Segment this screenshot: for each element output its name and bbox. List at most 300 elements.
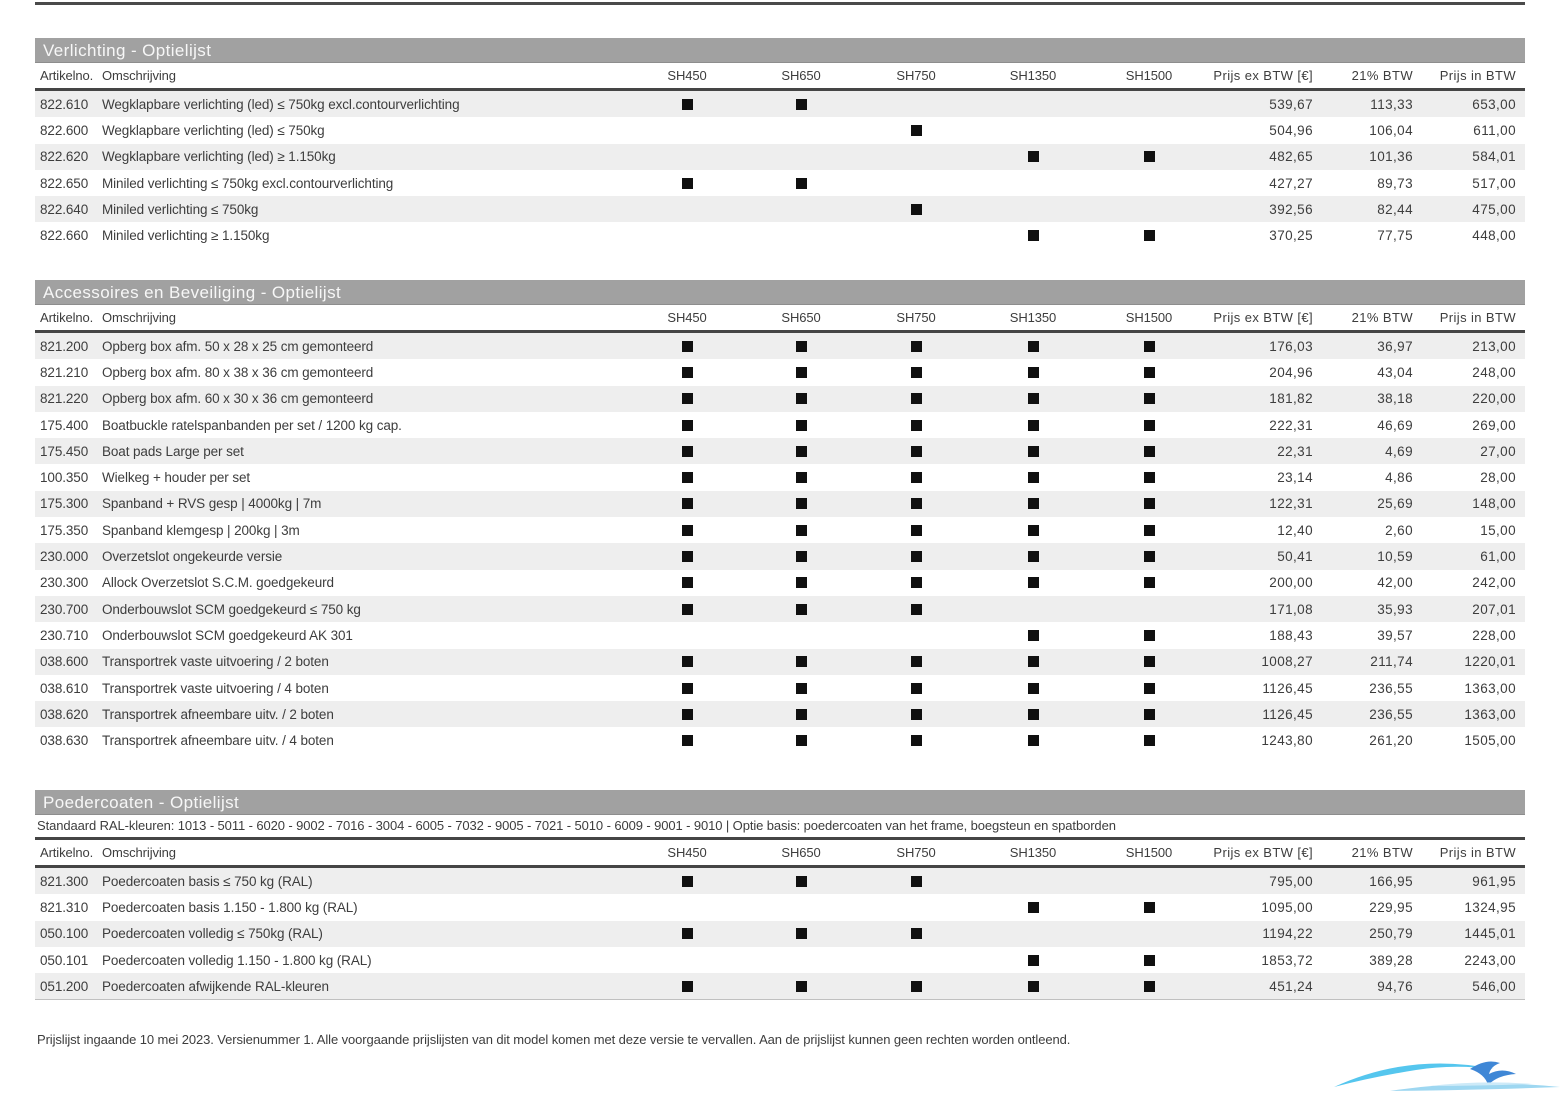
column-header-sh650: SH650 (781, 68, 821, 83)
table-title: Poedercoaten - Optielijst (43, 793, 240, 812)
included-square-icon (1028, 981, 1039, 992)
included-square-icon (682, 604, 693, 615)
btw-21-cell: 43,04 (1377, 364, 1413, 380)
section-accessoires-beveiliging (35, 280, 1525, 754)
wave-logo (1332, 1042, 1560, 1101)
included-square-icon (682, 577, 693, 588)
prijs-ex-btw-cell: 122,31 (1269, 496, 1313, 512)
included-square-icon (1028, 472, 1039, 483)
model-cell-sh1350 (974, 472, 1092, 483)
prijs-ex-btw-cell: 222,31 (1269, 417, 1313, 433)
prijs-in-btw-cell: 517,00 (1472, 175, 1516, 191)
btw-21-cell: 10,59 (1377, 549, 1413, 565)
prijs-in-btw-cell: 15,00 (1480, 522, 1516, 538)
model-cell-sh1500 (1092, 498, 1206, 509)
model-cell-sh1350 (974, 551, 1092, 562)
btw-21-cell: 38,18 (1377, 391, 1413, 407)
included-square-icon (682, 472, 693, 483)
included-square-icon (682, 709, 693, 720)
artikelno-cell: 175.350 (40, 522, 89, 538)
table-row (35, 622, 1525, 648)
prijs-ex-btw-cell: 795,00 (1269, 873, 1313, 889)
included-square-icon (1144, 683, 1155, 694)
model-cell-sh1500 (1092, 577, 1206, 588)
model-cell-sh1350 (974, 367, 1092, 378)
model-cell-sh750 (858, 525, 974, 536)
included-square-icon (796, 928, 807, 939)
table-row (35, 196, 1525, 222)
artikelno-cell: 175.300 (40, 496, 89, 512)
prijs-in-btw-cell: 611,00 (1473, 122, 1516, 138)
prijs-ex-btw-cell: 482,65 (1269, 149, 1313, 165)
table-header-row (35, 63, 1525, 91)
model-cell-sh450 (630, 99, 744, 110)
prijs-ex-btw-cell: 1126,45 (1262, 680, 1313, 696)
model-cell-sh650 (744, 525, 858, 536)
model-cell-sh650 (744, 420, 858, 431)
model-cell-sh450 (630, 498, 744, 509)
included-square-icon (1144, 577, 1155, 588)
table-title-bar (35, 790, 1525, 815)
omschrijving-cell: Opberg box afm. 50 x 28 x 25 cm gemonteerd (102, 338, 374, 354)
prijs-ex-btw-cell: 200,00 (1269, 575, 1313, 591)
model-cell-sh1350 (974, 341, 1092, 352)
artikelno-cell: 821.220 (40, 391, 89, 407)
included-square-icon (911, 446, 922, 457)
table-row (35, 701, 1525, 727)
included-square-icon (1028, 735, 1039, 746)
artikelno-cell: 038.600 (40, 654, 89, 670)
btw-21-cell: 77,75 (1377, 228, 1413, 244)
omschrijving-cell: Poedercoaten afwijkende RAL-kleuren (102, 978, 329, 994)
artikelno-cell: 822.620 (40, 149, 89, 165)
included-square-icon (682, 928, 693, 939)
model-cell-sh1500 (1092, 472, 1206, 483)
omschrijving-cell: Transportrek vaste uitvoering / 2 boten (102, 654, 329, 670)
prijs-in-btw-cell: 475,00 (1472, 201, 1516, 217)
ral-colors-note: Standaard RAL-kleuren: 1013 - 5011 - 6020 - 9002 - 7016 - 3004 - 6005 - 7032 - 9005 - 7021 - 5010 - 6009 - 9001 - 9010 | Optie basis: poedercoaten van het frame, boegsteun en spatborden (35, 815, 1525, 840)
model-cell-sh1500 (1092, 551, 1206, 562)
included-square-icon (1144, 420, 1155, 431)
artikelno-cell: 822.660 (40, 228, 89, 244)
included-square-icon (911, 577, 922, 588)
omschrijving-cell: Poedercoaten volledig ≤ 750kg (RAL) (102, 926, 323, 942)
included-square-icon (796, 420, 807, 431)
model-cell-sh1350 (974, 902, 1092, 913)
prijs-in-btw-cell: 653,00 (1472, 96, 1516, 112)
omschrijving-cell: Poedercoaten basis ≤ 750 kg (RAL) (102, 873, 313, 889)
included-square-icon (911, 981, 922, 992)
table-title-bar (35, 38, 1525, 63)
included-square-icon (1028, 551, 1039, 562)
model-cell-sh450 (630, 577, 744, 588)
included-square-icon (911, 498, 922, 509)
btw-21-cell: 39,57 (1377, 627, 1413, 643)
model-cell-sh750 (858, 709, 974, 720)
prijs-in-btw-cell: 27,00 (1480, 443, 1516, 459)
prijs-in-btw-cell: 1220,01 (1464, 654, 1516, 670)
table-header-row (35, 840, 1525, 868)
prijs-ex-btw-cell: 1095,00 (1261, 899, 1313, 915)
included-square-icon (911, 656, 922, 667)
included-square-icon (682, 525, 693, 536)
model-cell-sh450 (630, 420, 744, 431)
included-square-icon (682, 683, 693, 694)
column-header-sh450: SH450 (667, 68, 707, 83)
model-cell-sh450 (630, 393, 744, 404)
included-square-icon (911, 525, 922, 536)
table-row (35, 649, 1525, 675)
column-header-omschrijving: Omschrijving (102, 68, 176, 83)
model-cell-sh750 (858, 125, 974, 136)
prijs-ex-btw-cell: 427,27 (1269, 175, 1313, 191)
included-square-icon (911, 125, 922, 136)
prijs-ex-btw-cell: 1194,22 (1262, 926, 1313, 942)
prijs-in-btw-cell: 269,00 (1472, 417, 1516, 433)
btw-21-cell: 166,95 (1369, 873, 1413, 889)
artikelno-cell: 038.610 (40, 680, 89, 696)
column-header-sh650: SH650 (781, 845, 821, 860)
table-row (35, 222, 1525, 248)
omschrijving-cell: Miniled verlichting ≥ 1.150kg (102, 228, 270, 244)
btw-21-cell: 113,33 (1370, 96, 1413, 112)
included-square-icon (1028, 230, 1039, 241)
prijs-in-btw-cell: 148,00 (1472, 496, 1516, 512)
btw-21-cell: 4,69 (1385, 443, 1413, 459)
included-square-icon (796, 393, 807, 404)
included-square-icon (1144, 902, 1155, 913)
column-header-artikelno: Artikelno. (40, 845, 94, 860)
prijs-in-btw-cell: 1324,95 (1464, 899, 1516, 915)
column-header-sh1500: SH1500 (1125, 310, 1173, 325)
table-row (35, 947, 1525, 973)
column-header-21-btw: 21% BTW (1351, 845, 1413, 860)
column-header-prijs-in-btw: Prijs in BTW (1439, 310, 1516, 325)
model-cell-sh1500 (1092, 955, 1206, 966)
included-square-icon (1144, 498, 1155, 509)
column-header-sh750: SH750 (896, 845, 936, 860)
prijs-ex-btw-cell: 204,96 (1269, 364, 1313, 380)
included-square-icon (911, 551, 922, 562)
model-cell-sh650 (744, 604, 858, 615)
model-cell-sh1350 (974, 393, 1092, 404)
table-row (35, 517, 1525, 543)
btw-21-cell: 2,60 (1385, 522, 1413, 538)
model-cell-sh750 (858, 928, 974, 939)
model-cell-sh650 (744, 876, 858, 887)
prijs-in-btw-cell: 584,01 (1472, 149, 1516, 165)
model-cell-sh1350 (974, 420, 1092, 431)
table-row (35, 144, 1525, 170)
model-cell-sh450 (630, 341, 744, 352)
included-square-icon (1028, 955, 1039, 966)
table-row (35, 973, 1525, 999)
omschrijving-cell: Spanband + RVS gesp | 4000kg | 7m (102, 496, 322, 512)
included-square-icon (682, 420, 693, 431)
column-header-sh1350: SH1350 (1009, 68, 1057, 83)
included-square-icon (1144, 341, 1155, 352)
model-cell-sh1500 (1092, 656, 1206, 667)
btw-21-cell: 42,00 (1377, 575, 1413, 591)
column-header-prijs-in-btw: Prijs in BTW (1439, 68, 1516, 83)
footer-note: Prijslijst ingaande 10 mei 2023. Versienummer 1. Alle voorgaande prijslijsten van dit model komen met deze versie te vervallen. Aan de prijslijst kunnen geen rechten worden ontleend. (37, 1032, 1071, 1047)
included-square-icon (1028, 341, 1039, 352)
model-cell-sh450 (630, 604, 744, 615)
included-square-icon (911, 367, 922, 378)
artikelno-cell: 230.710 (40, 627, 89, 643)
omschrijving-cell: Spanband klemgesp | 200kg | 3m (102, 522, 300, 538)
included-square-icon (682, 551, 693, 562)
model-cell-sh650 (744, 99, 858, 110)
included-square-icon (1144, 630, 1155, 641)
column-header-21-btw: 21% BTW (1351, 68, 1413, 83)
artikelno-cell: 822.610 (40, 96, 89, 112)
prijs-ex-btw-cell: 1243,80 (1261, 733, 1313, 749)
table-row (35, 868, 1525, 894)
omschrijving-cell: Allock Overzetslot S.C.M. goedgekeurd (102, 575, 334, 591)
column-header-sh750: SH750 (896, 310, 936, 325)
btw-21-cell: 35,93 (1377, 601, 1413, 617)
model-cell-sh1500 (1092, 367, 1206, 378)
model-cell-sh1350 (974, 955, 1092, 966)
included-square-icon (1144, 981, 1155, 992)
model-cell-sh1500 (1092, 420, 1206, 431)
column-header-artikelno: Artikelno. (40, 68, 94, 83)
omschrijving-cell: Poedercoaten basis 1.150 - 1.800 kg (RAL) (102, 899, 358, 915)
model-cell-sh750 (858, 446, 974, 457)
model-cell-sh650 (744, 577, 858, 588)
table-row (35, 570, 1525, 596)
table-row (35, 464, 1525, 490)
model-cell-sh1500 (1092, 230, 1206, 241)
included-square-icon (1144, 393, 1155, 404)
included-square-icon (796, 551, 807, 562)
btw-21-cell: 229,95 (1369, 899, 1413, 915)
included-square-icon (1144, 551, 1155, 562)
table-row (35, 675, 1525, 701)
model-cell-sh1500 (1092, 683, 1206, 694)
model-cell-sh750 (858, 604, 974, 615)
model-cell-sh650 (744, 735, 858, 746)
prijs-ex-btw-cell: 22,31 (1277, 443, 1313, 459)
model-cell-sh650 (744, 551, 858, 562)
artikelno-cell: 230.300 (40, 575, 89, 591)
included-square-icon (911, 393, 922, 404)
btw-21-cell: 211,74 (1370, 654, 1413, 670)
table-row (35, 727, 1525, 753)
table-row (35, 438, 1525, 464)
included-square-icon (1028, 577, 1039, 588)
model-cell-sh750 (858, 551, 974, 562)
included-square-icon (1028, 525, 1039, 536)
model-cell-sh750 (858, 656, 974, 667)
table-rows (35, 868, 1525, 1000)
model-cell-sh750 (858, 981, 974, 992)
omschrijving-cell: Wegklapbare verlichting (led) ≤ 750kg (102, 122, 325, 138)
omschrijving-cell: Miniled verlichting ≤ 750kg (102, 201, 259, 217)
column-header-sh1350: SH1350 (1009, 310, 1057, 325)
model-cell-sh450 (630, 928, 744, 939)
model-cell-sh1350 (974, 656, 1092, 667)
included-square-icon (1028, 630, 1039, 641)
prijs-in-btw-cell: 242,00 (1472, 575, 1516, 591)
omschrijving-cell: Transportrek afneembare uitv. / 2 boten (102, 706, 334, 722)
section-verlichting (35, 38, 1525, 249)
included-square-icon (1144, 709, 1155, 720)
prijs-in-btw-cell: 1505,00 (1464, 733, 1516, 749)
btw-21-cell: 89,73 (1377, 175, 1413, 191)
included-square-icon (682, 178, 693, 189)
artikelno-cell: 230.000 (40, 549, 89, 565)
prijs-ex-btw-cell: 181,82 (1269, 391, 1313, 407)
model-cell-sh750 (858, 876, 974, 887)
model-cell-sh1350 (974, 151, 1092, 162)
model-cell-sh750 (858, 420, 974, 431)
included-square-icon (1144, 656, 1155, 667)
included-square-icon (796, 367, 807, 378)
prijs-ex-btw-cell: 1008,27 (1261, 654, 1313, 670)
model-cell-sh650 (744, 683, 858, 694)
prijs-in-btw-cell: 248,00 (1472, 364, 1516, 380)
artikelno-cell: 175.400 (40, 417, 89, 433)
included-square-icon (911, 341, 922, 352)
model-cell-sh750 (858, 735, 974, 746)
model-cell-sh650 (744, 446, 858, 457)
included-square-icon (796, 178, 807, 189)
table-row (35, 170, 1525, 196)
artikelno-cell: 100.350 (40, 470, 89, 486)
table-rows (35, 333, 1525, 754)
model-cell-sh1500 (1092, 525, 1206, 536)
included-square-icon (911, 204, 922, 215)
model-cell-sh1500 (1092, 341, 1206, 352)
omschrijving-cell: Overzetslot ongekeurde versie (102, 549, 283, 565)
included-square-icon (796, 577, 807, 588)
included-square-icon (911, 876, 922, 887)
omschrijving-cell: Wielkeg + houder per set (102, 470, 251, 486)
included-square-icon (1028, 420, 1039, 431)
model-cell-sh650 (744, 341, 858, 352)
model-cell-sh1350 (974, 498, 1092, 509)
prijs-in-btw-cell: 28,00 (1480, 470, 1516, 486)
included-square-icon (796, 876, 807, 887)
model-cell-sh650 (744, 928, 858, 939)
model-cell-sh1500 (1092, 981, 1206, 992)
included-square-icon (911, 604, 922, 615)
table-row (35, 596, 1525, 622)
column-header-sh450: SH450 (667, 845, 707, 860)
column-header-artikelno: Artikelno. (40, 310, 94, 325)
model-cell-sh450 (630, 656, 744, 667)
included-square-icon (1144, 230, 1155, 241)
artikelno-cell: 038.630 (40, 733, 89, 749)
column-header-21-btw: 21% BTW (1351, 310, 1413, 325)
artikelno-cell: 821.310 (40, 899, 89, 915)
btw-21-cell: 389,28 (1369, 952, 1413, 968)
model-cell-sh1500 (1092, 630, 1206, 641)
included-square-icon (796, 446, 807, 457)
btw-21-cell: 82,44 (1377, 201, 1413, 217)
model-cell-sh450 (630, 446, 744, 457)
included-square-icon (796, 683, 807, 694)
omschrijving-cell: Opberg box afm. 80 x 38 x 36 cm gemonteerd (102, 364, 374, 380)
prijs-ex-btw-cell: 370,25 (1269, 228, 1313, 244)
model-cell-sh1500 (1092, 735, 1206, 746)
included-square-icon (682, 367, 693, 378)
included-square-icon (1144, 446, 1155, 457)
included-square-icon (1028, 367, 1039, 378)
included-square-icon (682, 99, 693, 110)
omschrijving-cell: Miniled verlichting ≤ 750kg excl.contourverlichting (102, 175, 394, 191)
model-cell-sh450 (630, 472, 744, 483)
model-cell-sh1350 (974, 525, 1092, 536)
column-header-sh1350: SH1350 (1009, 845, 1057, 860)
included-square-icon (1028, 709, 1039, 720)
included-square-icon (682, 876, 693, 887)
column-header-omschrijving: Omschrijving (102, 845, 176, 860)
btw-21-cell: 236,55 (1369, 680, 1413, 696)
model-cell-sh750 (858, 498, 974, 509)
prijs-ex-btw-cell: 1126,45 (1262, 706, 1313, 722)
prijs-ex-btw-cell: 50,41 (1277, 549, 1313, 565)
included-square-icon (911, 709, 922, 720)
prijs-ex-btw-cell: 12,40 (1277, 522, 1313, 538)
column-header-sh650: SH650 (781, 310, 821, 325)
table-row (35, 921, 1525, 947)
prijs-ex-btw-cell: 1853,72 (1261, 952, 1313, 968)
column-header-sh1500: SH1500 (1125, 68, 1173, 83)
included-square-icon (1144, 525, 1155, 536)
column-header-prijs-ex-btw: Prijs ex BTW [€] (1213, 68, 1313, 83)
included-square-icon (911, 735, 922, 746)
prijs-in-btw-cell: 1363,00 (1464, 706, 1516, 722)
btw-21-cell: 46,69 (1377, 417, 1413, 433)
table-row (35, 117, 1525, 143)
table-row (35, 543, 1525, 569)
prijs-ex-btw-cell: 504,96 (1269, 122, 1313, 138)
btw-21-cell: 4,86 (1385, 470, 1413, 486)
btw-21-cell: 250,79 (1369, 926, 1413, 942)
model-cell-sh650 (744, 178, 858, 189)
top-rule (35, 2, 1525, 5)
included-square-icon (796, 981, 807, 992)
artikelno-cell: 821.200 (40, 338, 89, 354)
table-row (35, 386, 1525, 412)
omschrijving-cell: Onderbouwslot SCM goedgekeurd ≤ 750 kg (102, 601, 361, 617)
model-cell-sh650 (744, 981, 858, 992)
artikelno-cell: 050.100 (40, 926, 89, 942)
included-square-icon (911, 683, 922, 694)
included-square-icon (682, 393, 693, 404)
included-square-icon (1144, 151, 1155, 162)
included-square-icon (1028, 446, 1039, 457)
included-square-icon (682, 341, 693, 352)
included-square-icon (682, 981, 693, 992)
omschrijving-cell: Onderbouwslot SCM goedgekeurd AK 301 (102, 627, 353, 643)
prijs-in-btw-cell: 207,01 (1472, 601, 1516, 617)
included-square-icon (1144, 472, 1155, 483)
model-cell-sh650 (744, 393, 858, 404)
model-cell-sh450 (630, 981, 744, 992)
included-square-icon (911, 420, 922, 431)
model-cell-sh450 (630, 683, 744, 694)
prijs-in-btw-cell: 213,00 (1472, 338, 1516, 354)
included-square-icon (1144, 367, 1155, 378)
model-cell-sh750 (858, 577, 974, 588)
artikelno-cell: 038.620 (40, 706, 89, 722)
table-row (35, 333, 1525, 359)
prijs-in-btw-cell: 961,95 (1472, 873, 1516, 889)
